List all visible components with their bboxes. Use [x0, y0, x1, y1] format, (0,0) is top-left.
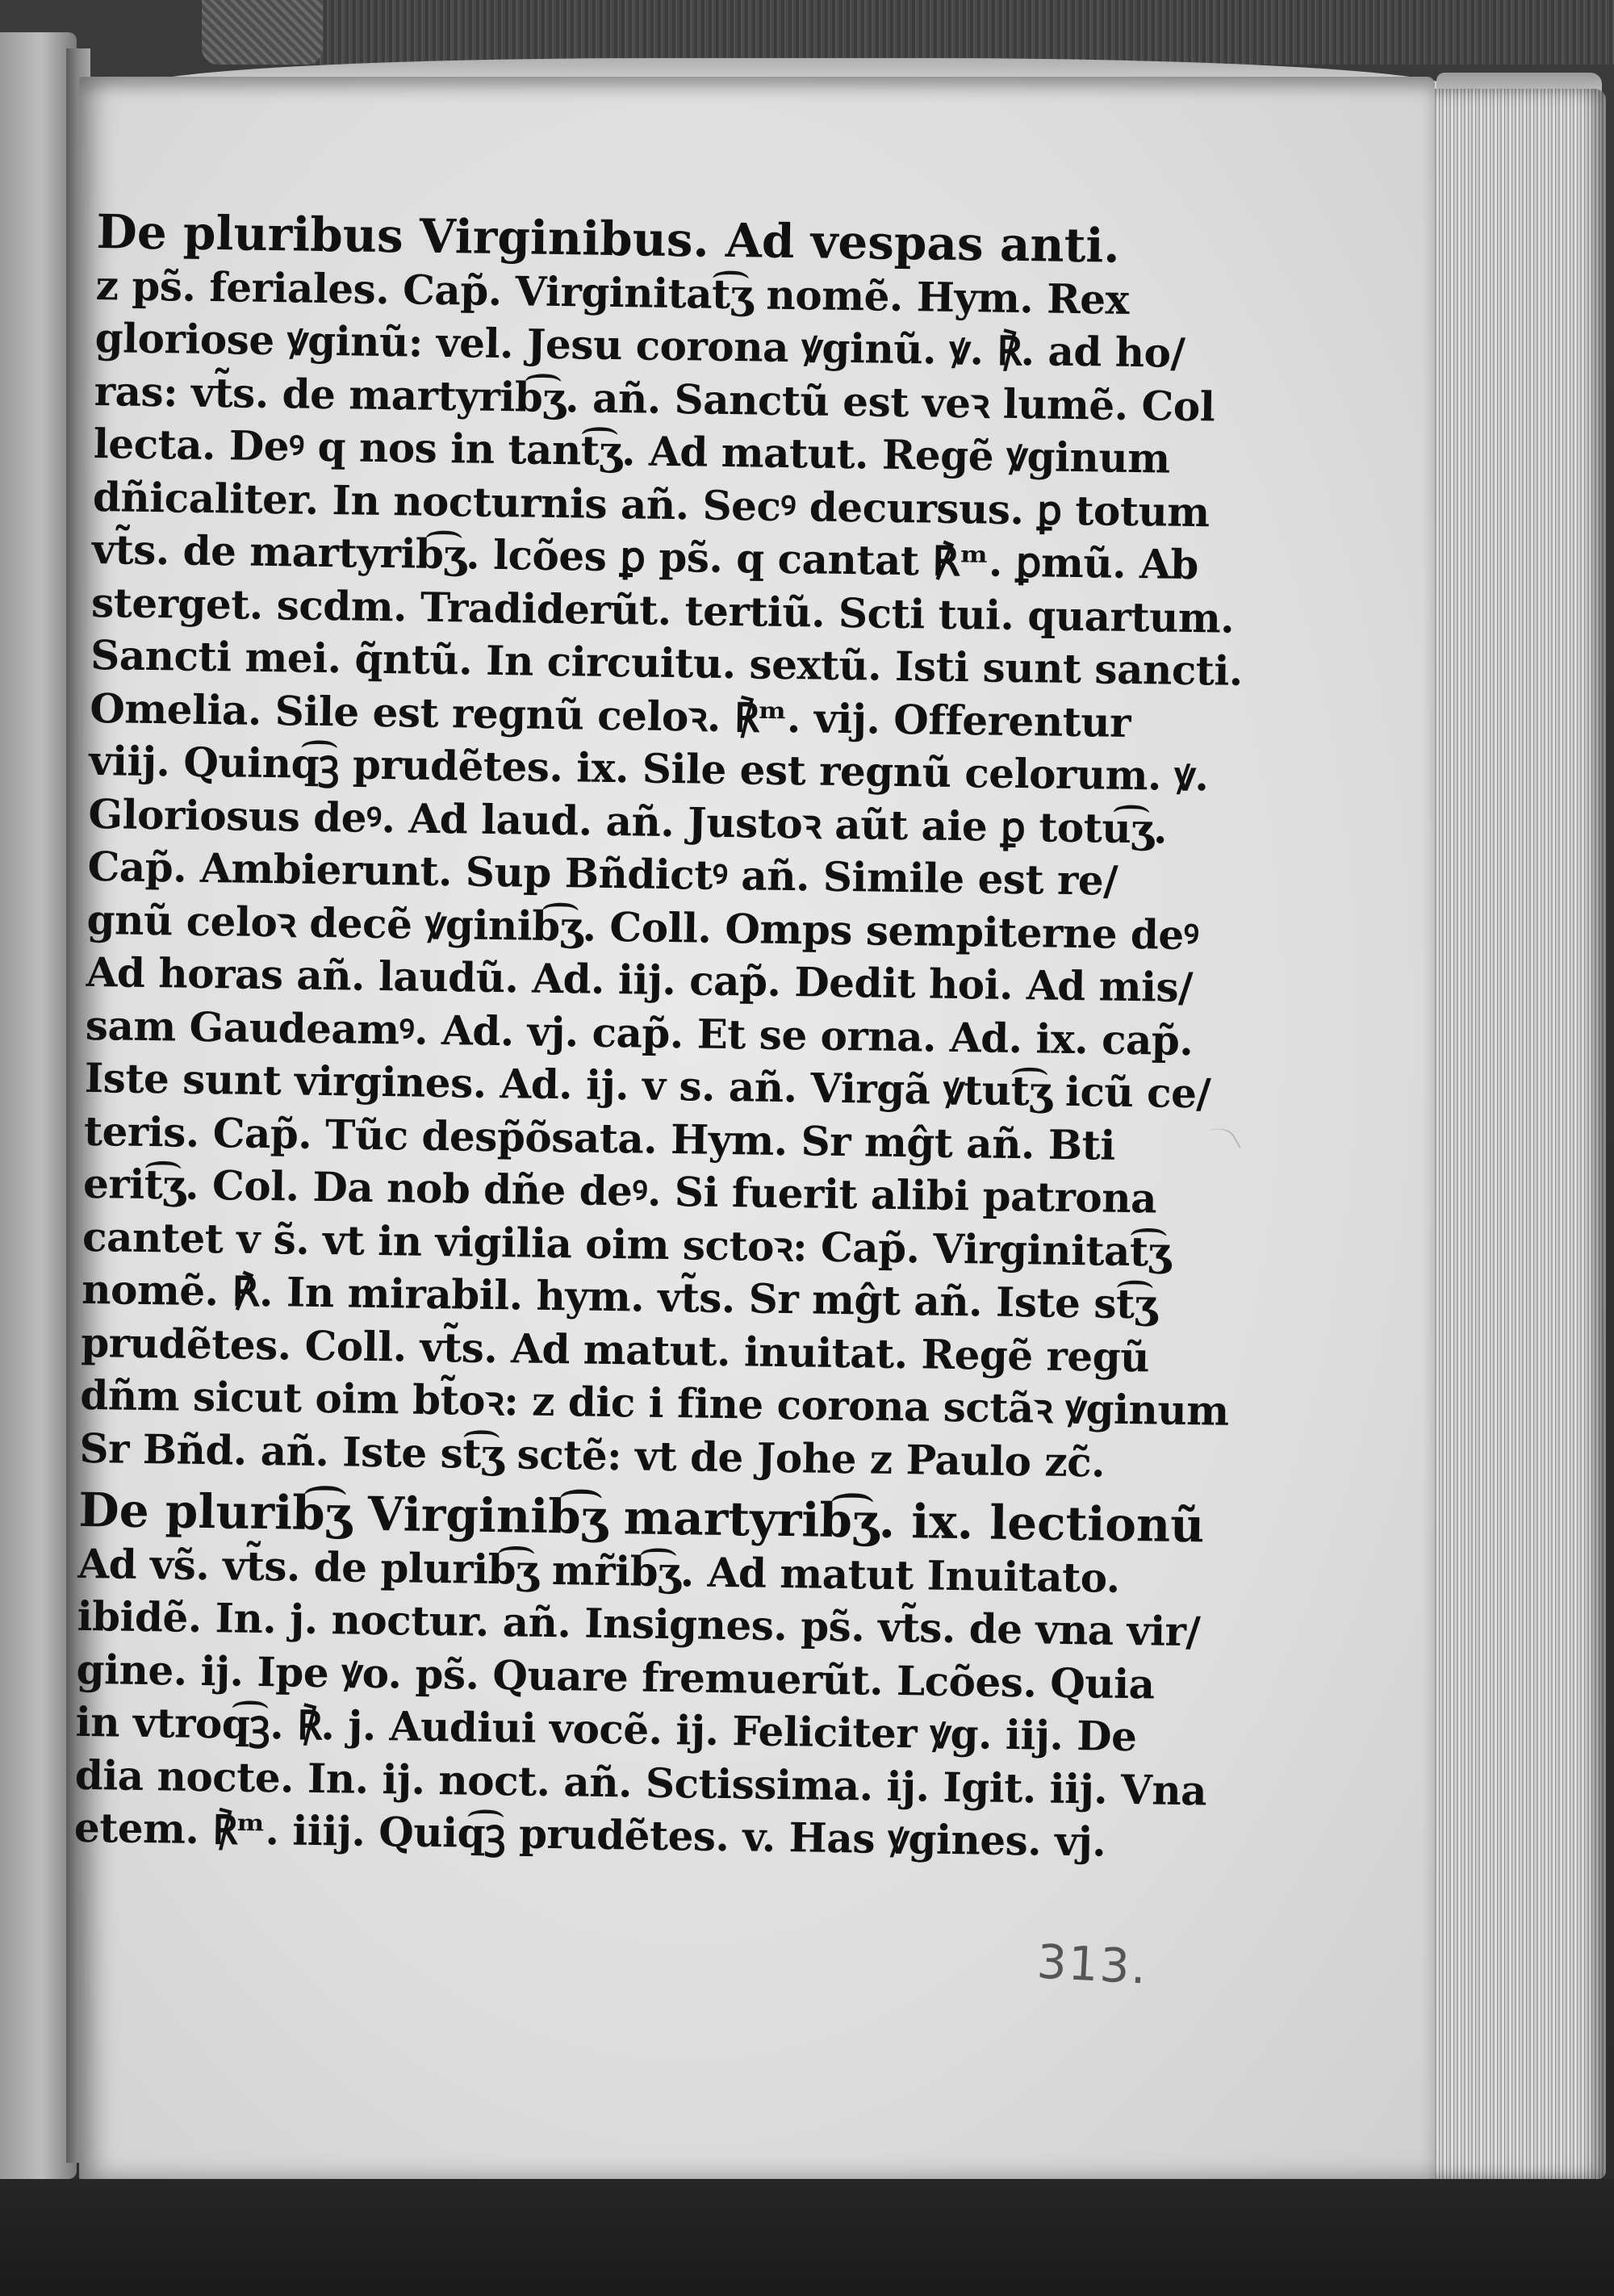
text-line: etem. ℟ᵐ. iiij. Quiq͡ꝫ prudẽtes. v. Has ꝟgines. vj. — [73, 1803, 1106, 1866]
text-line: sam Gaudeamꝰ. Ad. vj. cap̃. Et se orna. Ad. ix. cap̃. — [85, 1001, 1194, 1064]
text-line: gnũ celoꝛ decẽ ꝟginib͡ʒ. Coll. Omps sempiterne deꝰ — [86, 895, 1199, 959]
cradle-strap — [202, 0, 323, 65]
text-line: lecta. Deꝰ q nos in tant͡ʒ. Ad matut. Regẽ ꝟginum — [93, 419, 1171, 483]
text-line: dñicaliter. In nocturnis añ. Secꝰ decursus. ꝑ totum — [92, 472, 1210, 536]
text-line: Omelia. Sile est regnũ celoꝛ. ℟ᵐ. vij. Offerentur — [89, 684, 1131, 747]
text-line: nomẽ. ℟. In mirabil. hym. vt̃s. Sr mĝt añ. Iste st͡ʒ — [81, 1265, 1157, 1328]
text-line: viij. Quinq͡ꝫ prudẽtes. ix. Sile est regnũ celorum. ꝟ. — [88, 736, 1209, 801]
text-line: vt̃s. de martyrib͡ʒ. lcões ꝑ ps̃. q cantat ℟ᵐ. ꝑmũ. Ab — [91, 525, 1199, 589]
handwritten-page-number: 313. — [1035, 1934, 1149, 1995]
background-shadow — [0, 2179, 1614, 2296]
text-line: ras: vt̃s. de martyrib͡ʒ. añ. Sanctũ est veꝛ lumẽ. Col — [94, 366, 1215, 430]
text-line: z ps̃. feriales. Cap̃. Virginitat͡ʒ nomẽ. Hym. Rex — [95, 261, 1130, 324]
text-line: dñm sicut oim bt̃oꝛ: z dic i fine corona sctãꝛ ꝟginum — [80, 1370, 1230, 1435]
text-line: cantet v s̃. vt in vigilia oim sctoꝛ: Cap̃. Virginitat͡ʒ — [82, 1212, 1171, 1276]
text-line: gloriose ꝟginũ: vel. Jesu corona ꝟginũ. ꝟ. ℟. ad ho/ — [94, 313, 1185, 377]
left-page-edge — [0, 32, 77, 2179]
text-line: Iste sunt virgines. Ad. ij. v s. añ. Virgã ꝟtut͡ʒ icũ ce/ — [84, 1053, 1211, 1118]
text-line: dia nocte. In. ij. noct. añ. Sctissima. ij. Igit. iij. Vna — [74, 1750, 1207, 1814]
text-line: teris. Cap̃. Tũc desp̃õsata. Hym. Sr mĝt añ. Bti — [83, 1106, 1116, 1169]
book-cradle — [307, 0, 1614, 65]
section-heading: De pluribus Virginibus. Ad vespas anti. — [96, 204, 1121, 274]
text-line: Ad vs̃. vt̃s. de plurib͡ʒ mr̃ib͡ʒ. Ad matut Inuitato. — [77, 1539, 1121, 1602]
section-heading: De plurib͡ʒ Virginib͡ʒ martyrib͡ʒ. ix. lectionũ — [77, 1482, 1205, 1554]
text-line: in vtroq͡ꝫ. ℟. j. Audiui vocẽ. ij. Feliciter ꝟg. iij. De — [75, 1697, 1137, 1761]
text-line: Ad horas añ. laudũ. Ad. iij. cap̃. Dedit hoi. Ad mis/ — [86, 947, 1194, 1012]
printed-text-block — [73, 204, 1244, 1869]
text-line: gine. ij. Ipe ꝟo. ps̃. Quare fremuerũt. Lcões. Quia — [76, 1645, 1155, 1708]
text-line: erit͡ʒ. Col. Da nob dñe deꝰ. Si fuerit alibi patrona — [82, 1159, 1157, 1223]
text-line: Gloriosus deꝰ. Ad laud. añ. Justoꝛ aũt aie ꝑ totu͡ʒ. — [88, 789, 1168, 853]
text-line: Cap̃. Ambierunt. Sup Bñdictꝰ añ. Simile est re/ — [87, 842, 1119, 905]
text-line: Sr Bñd. añ. Iste st͡ʒ sctẽ: vt de Johe z Paulo zc̃. — [79, 1424, 1106, 1487]
text-line: sterget. scdm. Tradiderũt. tertiũ. Scti tui. quartum. — [90, 578, 1235, 642]
text-line: prudẽtes. Coll. vt̃s. Ad matut. inuitat. Regẽ regũ — [80, 1318, 1150, 1381]
page-fore-edge — [1432, 89, 1606, 2179]
text-line: Sancti mei. q̃ntũ. In circuitu. sextũ. Isti sunt sancti. — [90, 630, 1244, 695]
text-line: ibidẽ. In. j. noctur. añ. Insignes. ps̃. vt̃s. de vna vir/ — [77, 1591, 1201, 1656]
